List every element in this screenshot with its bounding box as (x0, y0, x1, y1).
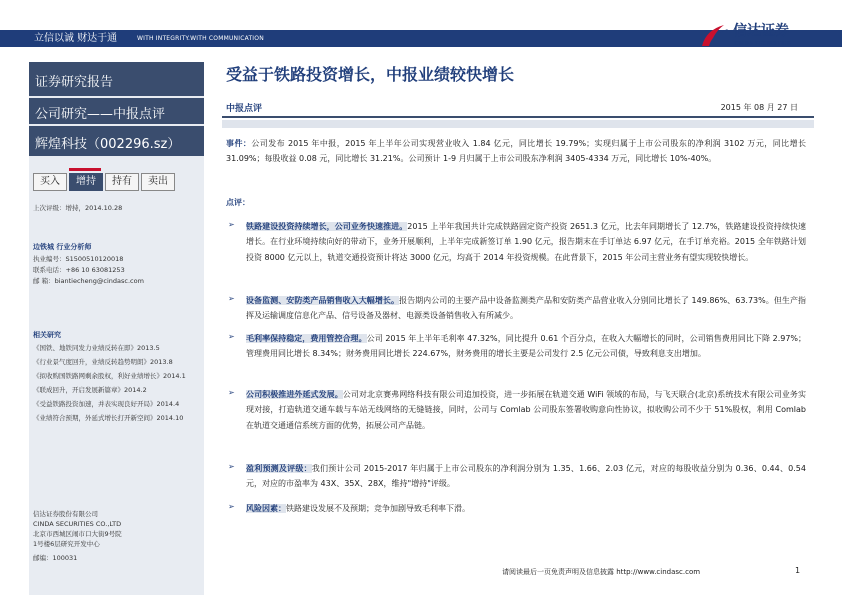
analyst-email: 邮 箱：biantiecheng@cindasc.com (33, 277, 144, 285)
rating-overweight: 增持 (69, 173, 103, 191)
point-lead: 铁路建设投资持续增长，公司业务快速推进。 (246, 222, 408, 231)
bullet-arrow-icon: ➢ (228, 462, 235, 471)
cinda-logo-icon (700, 22, 730, 48)
point-text: 我们预计公司 2015-2017 年归属于上市公司股东的净利润分别为 1.35、1.66、2.03 亿元，对应的每股收益分别为 0.36、0.44、0.54 元，对应的市盈率为 43X、35X、28X，维持"增持"评级。 (246, 464, 806, 489)
event-label: 事件： (226, 139, 252, 148)
related-item: 《受益铁路投资加速，并表实现良好开局》2014.4 (33, 400, 180, 408)
rating-marker (69, 168, 101, 171)
last-rating: 上次评级：增持，2014.10.28 (33, 204, 123, 212)
related-item: 《行业景气度回升，业绩反转趋势明朗》2013.8 (33, 358, 173, 366)
point-text: 公司 2015 年上半年毛利率 47.32%，同比提升 0.61 个百分点，在收入大幅增长的同时，公司销售费用同比下降 2.97%；管理费用同比增长 8.34%；财务费用同比增长 224.67%，财务费用的增长主要是公司发行 2.5 亿元公司债，导致利息支出增加。 (246, 334, 807, 359)
point-block (246, 219, 806, 265)
report-subhead: 中报点评 (226, 104, 263, 114)
related-item: 《拟收购国铁路网剩余股权，利好业绩增长》2014.1 (33, 372, 186, 380)
analyst-name: 边铁城 行业分析师 (33, 243, 92, 251)
point-lead: 设备监测、安防类产品销售收入大幅增长。 (246, 296, 400, 305)
point-block (246, 293, 806, 324)
report-date: 2015 年 08 月 27 日 (720, 103, 798, 112)
event-paragraph (226, 136, 806, 167)
company-name: 辉煌科技（002296.sz） (35, 137, 181, 152)
report-type-band (29, 62, 204, 96)
point-block (246, 387, 806, 433)
firm-address-1: 北京市西城区闹市口大街9号院 (33, 530, 122, 538)
bullet-arrow-icon: ➢ (228, 294, 235, 303)
point-text: 2015 上半年我国共计完成铁路固定资产投资 2651.3 亿元，比去年同期增长了 12.7%，铁路建设投资持续快速增长。在行业环境持续向好的带动下，业务开展顺利，上半年完成新签订单 1.90 亿元，报告期末在手订单达 6.97 亿元，在手订单充裕。2015 全年铁路计划投资 8000 亿元以上，轨道交通投资预计将达 3000 亿元，均高于 2014 年投资规模。在此背景下，2015 年公司主营业务有望实现较快增长。 (246, 222, 807, 262)
point-block (246, 461, 806, 492)
point-lead: 公司积极推进外延式发展。 (246, 390, 343, 399)
rating-hold: 持有 (105, 173, 139, 191)
title-divider (222, 116, 814, 118)
rating-buy: 买入 (33, 173, 67, 191)
firm-address-2: 1号楼6层研究开发中心 (33, 540, 100, 548)
bullet-arrow-icon: ➢ (228, 388, 235, 397)
category-band (29, 98, 204, 124)
slogan-cn: 立信以诚 财达于通 (34, 33, 118, 44)
company-logo (700, 22, 820, 50)
report-category: 公司研究——中报点评 (35, 107, 166, 122)
page-title: 受益于铁路投资增长，中报业绩较快增长 (226, 65, 515, 84)
point-text: 铁路建设发展不及预期；竞争加剧导致毛利率下滑。 (286, 504, 470, 513)
title-shade (222, 120, 814, 128)
bullet-arrow-icon: ➢ (228, 220, 235, 229)
firm-postcode: 邮编：100031 (33, 554, 78, 562)
firm-name-en: CINDA SECURITIES CO.,LTD (33, 520, 122, 528)
related-item: 《联成回升，开启发展新篇章》2014.2 (33, 386, 147, 394)
sidebar (29, 62, 204, 595)
page-number: 1 (795, 566, 801, 575)
report-type: 证券研究报告 (35, 75, 114, 90)
slogan-en: WITH INTEGRITY.WITH COMMUNICATION (137, 35, 264, 42)
point-block (246, 331, 806, 362)
point-text: 公司对北京赛弗网络科技有限公司追加投资，进一步拓展在轨道交通 WiFi 领域的布局，与飞天联合(北京)系统技术有限公司业务实现对接，打造轨道交通车载与车站无线网络的无缝链接，同时，公司与 Comlab 公司股东签署收购意向性协议，拟收购公司不少于 51%股权，利用 Comlab 在轨道交通通信系统方面的优势，拓展公司产品链。 (246, 390, 806, 430)
logo-name-cn: 信达证券 (733, 23, 789, 39)
analyst-tel: 联系电话：+86 10 63081253 (33, 266, 125, 274)
point-lead: 盈利预测及评级： (246, 464, 312, 473)
disclaimer-note: 请阅读最后一页免责声明及信息披露 http://www.cindasc.com (502, 568, 701, 576)
related-item: 《业绩符合预期，外延式增长打开新空间》2014.10 (33, 414, 184, 422)
point-lead: 风险因素： (246, 504, 286, 513)
related-item: 《国铁、地铁同发力业绩反转在即》2013.5 (33, 344, 160, 352)
company-band (29, 126, 204, 156)
bullet-arrow-icon: ➢ (228, 332, 235, 341)
rating-sell: 卖出 (141, 173, 175, 191)
related-title: 相关研究 (33, 331, 61, 339)
point-text: 报告期内公司的主要产品中设备监测类产品和安防类产品营业收入分别同比增长了 149.86%、63.73%。但生产指挥及运输调度信息化产品、信号设备及器材、电源类设备销售收入有所减少。 (246, 296, 806, 321)
logo-name-en: CINDA SECURITIES (734, 41, 792, 47)
bullet-arrow-icon: ➢ (228, 502, 235, 511)
event-text: 公司发布 2015 年中报，2015 年上半年公司实现营业收入 1.84 亿元，同比增长 19.79%；实现归属于上市公司股东的净利润 3102 万元，同比增长 31.09%；每股收益 0.08 元，同比增长 31.21%。公司预计 1-9 月归属于上市公司股东净利润 3405-4334 万元，同比增长 10%-40%。 (226, 139, 807, 164)
header-bar (0, 0, 842, 50)
point-lead: 毛利率保持稳定，费用管控合理。 (246, 334, 367, 343)
firm-name-cn: 信达证券股份有限公司 (33, 510, 98, 518)
comment-label: 点评： (226, 198, 250, 207)
point-block (246, 501, 806, 516)
analyst-cert: 执业编号：S1500510120018 (33, 255, 124, 263)
